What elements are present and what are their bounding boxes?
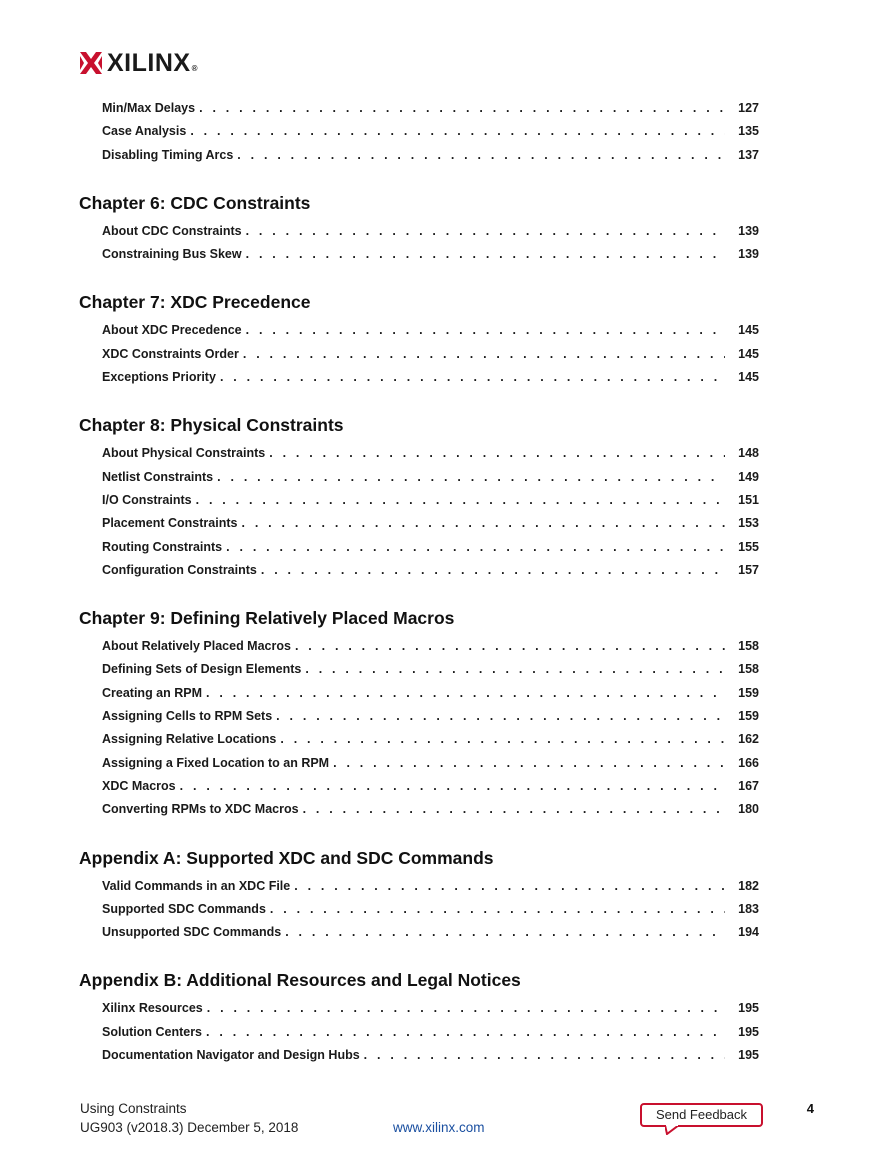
toc-entry-label[interactable]: Min/Max Delays: [102, 101, 196, 115]
dot-leader: [285, 921, 725, 944]
dot-leader: [220, 366, 725, 389]
dot-leader: [294, 875, 725, 898]
toc-entry[interactable]: [102, 144, 759, 167]
dot-leader: [196, 489, 725, 512]
toc-entry-label[interactable]: Assigning a Fixed Location to an RPM: [102, 755, 330, 770]
toc-entry[interactable]: [102, 875, 759, 898]
toc-entry[interactable]: [102, 997, 759, 1020]
toc-entry[interactable]: [102, 705, 759, 728]
registered-mark: ®: [191, 64, 198, 73]
chapter-heading[interactable]: Chapter 7: XDC Precedence: [79, 292, 311, 313]
toc-entry-label[interactable]: Valid Commands in an XDC File: [102, 878, 291, 893]
dot-leader: [241, 512, 725, 535]
toc-entry-label[interactable]: Case Analysis: [102, 124, 187, 139]
toc-entry-label[interactable]: Placement Constraints: [102, 516, 238, 531]
toc-entry[interactable]: [102, 220, 759, 243]
dot-leader: [217, 466, 725, 489]
toc-entry-label[interactable]: About CDC Constraints: [102, 223, 242, 238]
toc-entry[interactable]: [102, 366, 759, 389]
toc-entry-label[interactable]: Netlist Constraints: [102, 469, 214, 484]
dot-leader: [206, 1021, 725, 1044]
toc-entry-label[interactable]: Solution Centers: [102, 1024, 203, 1039]
toc-entry-page[interactable]: 195: [738, 1024, 759, 1039]
dot-leader: [226, 536, 725, 559]
toc-entry[interactable]: [102, 658, 759, 681]
toc-entry-label[interactable]: Creating an RPM: [102, 685, 203, 700]
dot-leader: [270, 898, 725, 921]
toc-entry[interactable]: [102, 798, 759, 821]
dot-leader: [269, 442, 725, 465]
toc-entry-label[interactable]: Exceptions Priority: [102, 370, 216, 385]
toc-entry-page[interactable]: 183: [738, 901, 759, 916]
toc-entry[interactable]: [102, 512, 759, 535]
toc-entry-label[interactable]: Unsupported SDC Commands: [102, 925, 282, 940]
toc-section: [79, 190, 759, 267]
toc-entry-label[interactable]: Assigning Relative Locations: [102, 732, 277, 747]
toc-entry-page[interactable]: 145: [738, 346, 759, 361]
speech-tail-icon: [665, 1125, 685, 1135]
dot-leader: [280, 728, 725, 751]
toc-entry-page[interactable]: 155: [738, 539, 759, 554]
toc-entry-label[interactable]: Routing Constraints: [102, 539, 223, 554]
chapter-heading[interactable]: Appendix B: Additional Resources and Legal Notices: [79, 970, 521, 991]
toc-entry-page[interactable]: 137: [738, 147, 759, 162]
toc-entry-label[interactable]: Xilinx Resources: [102, 1001, 203, 1016]
toc-entry-page[interactable]: 158: [738, 639, 759, 654]
toc-entry-label[interactable]: About XDC Precedence: [102, 323, 242, 338]
dot-leader: [364, 1044, 725, 1067]
dot-leader: [243, 343, 725, 366]
toc-entry[interactable]: [102, 921, 759, 944]
table-of-contents: [79, 97, 759, 1067]
toc-entry[interactable]: [102, 466, 759, 489]
toc-entry[interactable]: [102, 489, 759, 512]
toc-section: [79, 967, 759, 1067]
toc-entry[interactable]: [102, 442, 759, 465]
toc-entry[interactable]: [102, 1044, 759, 1067]
logo-wordmark: XILINX: [107, 49, 191, 77]
xilinx-logo-icon: [80, 52, 102, 74]
toc-entry-page[interactable]: 195: [738, 1001, 759, 1016]
footer-doc-info: [80, 1099, 298, 1137]
toc-section: [79, 605, 759, 821]
toc-entry-page[interactable]: 162: [738, 732, 759, 747]
dot-leader: [199, 97, 725, 120]
toc-entry-label[interactable]: About Relatively Placed Macros: [102, 639, 291, 654]
toc-entry-label[interactable]: Documentation Navigator and Design Hubs: [102, 1048, 360, 1063]
chapter-heading[interactable]: Chapter 8: Physical Constraints: [79, 415, 344, 436]
toc-entry-page[interactable]: 149: [738, 469, 759, 484]
toc-entry-label[interactable]: Configuration Constraints: [102, 562, 257, 577]
dot-leader: [276, 705, 725, 728]
dot-leader: [237, 144, 725, 167]
toc-entry[interactable]: [102, 319, 759, 342]
toc-entry-label[interactable]: Assigning Cells to RPM Sets: [102, 709, 273, 724]
toc-entry-page[interactable]: 195: [738, 1048, 759, 1063]
dot-leader: [246, 220, 725, 243]
toc-entry[interactable]: [102, 635, 759, 658]
toc-entry-label[interactable]: Constraining Bus Skew: [102, 247, 242, 262]
toc-entry-page[interactable]: 127: [738, 101, 759, 115]
footer-website-link[interactable]: www.xilinx.com: [393, 1120, 485, 1135]
toc-entry-page[interactable]: 158: [738, 662, 759, 677]
toc-entry-page[interactable]: 153: [738, 516, 759, 531]
dot-leader: [305, 658, 725, 681]
toc-entry-page[interactable]: 139: [738, 223, 759, 238]
toc-entry[interactable]: [102, 1021, 759, 1044]
toc-entry[interactable]: [102, 97, 759, 120]
toc-section: [79, 412, 759, 582]
toc-entry-label[interactable]: Converting RPMs to XDC Macros: [102, 802, 299, 817]
toc-entry-page[interactable]: 148: [738, 446, 759, 461]
toc-entry-page[interactable]: 180: [738, 802, 759, 817]
dot-leader: [206, 682, 725, 705]
dot-leader: [190, 120, 725, 143]
dot-leader: [333, 752, 725, 775]
toc-entry[interactable]: [102, 559, 759, 582]
toc-entry-page[interactable]: 167: [738, 778, 759, 793]
toc-entry-label[interactable]: About Physical Constraints: [102, 446, 266, 461]
dot-leader: [246, 243, 725, 266]
toc-entry-label[interactable]: Supported SDC Commands: [102, 901, 266, 916]
dot-leader: [295, 635, 725, 658]
dot-leader: [303, 798, 725, 821]
toc-entry-label[interactable]: Defining Sets of Design Elements: [102, 662, 302, 677]
toc-entry-page[interactable]: 145: [738, 370, 759, 385]
toc-entry-label[interactable]: XDC Macros: [102, 778, 176, 793]
toc-entry-page[interactable]: 182: [738, 878, 759, 893]
toc-entry[interactable]: [102, 120, 759, 143]
toc-entry[interactable]: [102, 536, 759, 559]
chapter-heading[interactable]: Chapter 6: CDC Constraints: [79, 192, 311, 213]
toc-entry-page[interactable]: 166: [738, 755, 759, 770]
chapter-heading[interactable]: Chapter 9: Defining Relatively Placed Macros: [79, 608, 455, 629]
dot-leader: [180, 775, 725, 798]
toc-entry-page[interactable]: 194: [738, 925, 759, 940]
toc-entry[interactable]: [102, 682, 759, 705]
toc-entry-page[interactable]: 151: [738, 492, 759, 507]
dot-leader: [207, 997, 725, 1020]
toc-section: [79, 289, 759, 389]
toc-entry-page[interactable]: 159: [738, 685, 759, 700]
toc-entry[interactable]: [102, 728, 759, 751]
toc-entry-page[interactable]: 157: [738, 562, 759, 577]
toc-entry[interactable]: [102, 343, 759, 366]
xilinx-logo: [80, 50, 197, 76]
toc-entry[interactable]: [102, 898, 759, 921]
toc-entry-label[interactable]: I/O Constraints: [102, 492, 192, 507]
toc-entry-page[interactable]: 145: [738, 323, 759, 338]
footer-doc-id-date: UG903 (v2018.3) December 5, 2018: [80, 1120, 299, 1135]
dot-leader: [246, 319, 725, 342]
toc-entry-label[interactable]: XDC Constraints Order: [102, 346, 239, 361]
footer-doc-title: Using Constraints: [80, 1101, 187, 1116]
toc-entry-page[interactable]: 139: [738, 247, 759, 262]
toc-entry[interactable]: [102, 775, 759, 798]
toc-entry[interactable]: [102, 243, 759, 266]
toc-section: [79, 845, 759, 945]
send-feedback-button[interactable]: Send Feedback: [640, 1103, 763, 1127]
page-number: 4: [806, 1101, 814, 1116]
toc-section: [79, 97, 759, 167]
chapter-heading[interactable]: Appendix A: Supported XDC and SDC Commands: [79, 847, 494, 868]
dot-leader: [261, 559, 725, 582]
toc-entry[interactable]: [102, 752, 759, 775]
toc-entry-page[interactable]: 159: [738, 709, 759, 724]
toc-entry-label[interactable]: Disabling Timing Arcs: [102, 147, 234, 162]
toc-entry-page[interactable]: 135: [738, 124, 759, 139]
